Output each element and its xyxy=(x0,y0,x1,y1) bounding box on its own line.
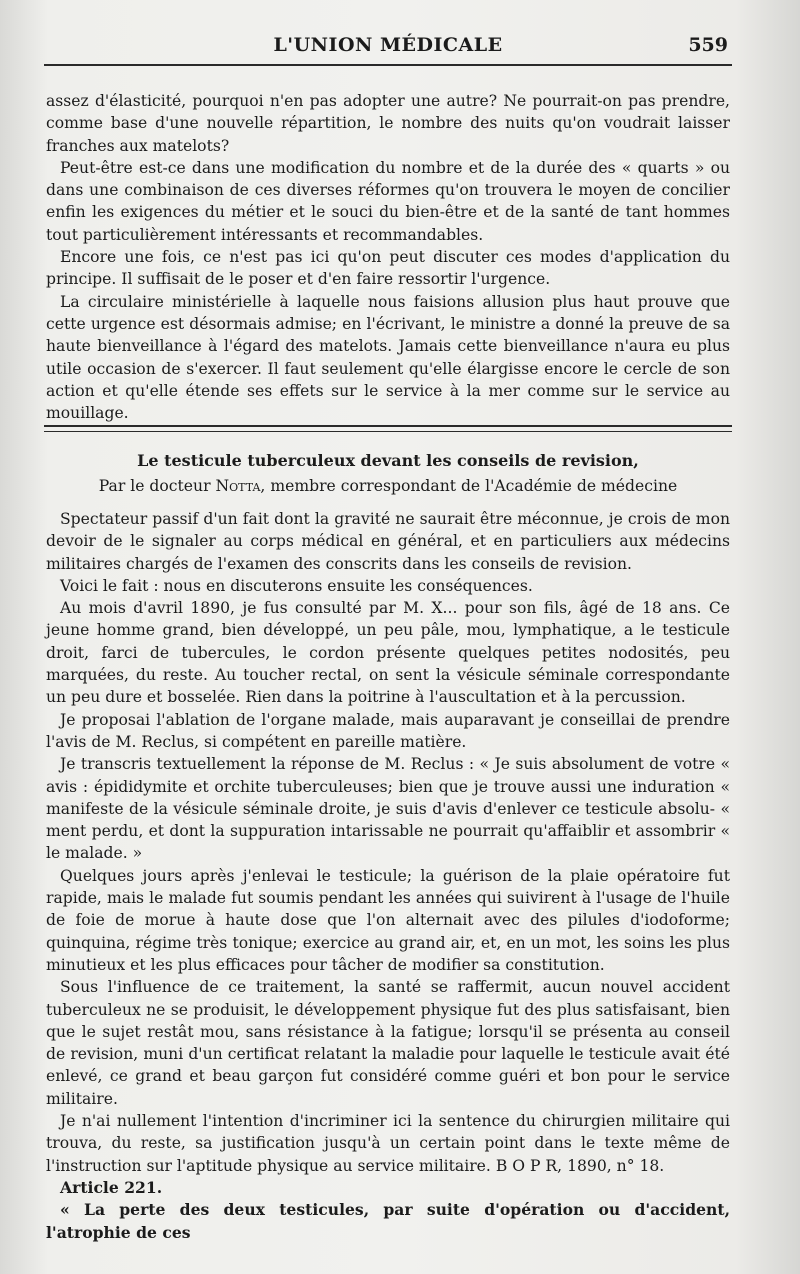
paragraph: Au mois d'avril 1890, je fus consulté par M. X... pour son fils, âgé de 18 ans. Ce jeune homme grand, bien développé, un peu pâle, mou, lymphatique, a le testicule droit, farci de tubercules, le cordon présente quelques petites nodosités, peu marquées, du reste. Au toucher rectal, on sent la vésicule séminale correspondante un peu dure et bosselée. Rien dans la poitrine à l'auscultation et à la percussion. xyxy=(46,599,730,707)
byline-suffix: membre correspondant de l'Académie de médecine xyxy=(270,477,678,495)
paragraph: Spectateur passif d'un fait dont la gravité ne saurait être méconnue, je crois de mon devoir de le signaler au corps médical en général, et en particuliers aux médecins militaires chargés de l'examen des conscrits dans les conseils de revision. xyxy=(46,510,730,573)
paragraph: assez d'élasticité, pourquoi n'en pas adopter une autre? Ne pourrait-on pas prendre, comme base d'une nouvelle répartition, le nombre des nuits qu'on voudrait laisser franches aux matelots? xyxy=(46,92,730,155)
page-number: 559 xyxy=(688,34,728,56)
paragraph: Encore une fois, ce n'est pas ici qu'on peut discuter ces modes d'application du principe. Il suffisait de le poser et d'en faire ressortir l'urgence. xyxy=(46,248,730,289)
article-body xyxy=(46,508,730,1244)
paragraph: Voici le fait : nous en discuterons ensuite les conséquences. xyxy=(60,576,533,595)
article-byline xyxy=(46,477,730,495)
section-divider-top xyxy=(44,425,732,427)
page-header xyxy=(48,30,728,60)
quoted-article-text: « La perte des deux testicules, par suite d'opération ou d'accident, l'atrophie de ces xyxy=(46,1200,730,1242)
article-reference: Article 221. xyxy=(60,1177,163,1197)
paragraph: Sous l'influence de ce traitement, la santé se raffermit, aucun nouvel accident tuberculeux ne se produisit, le développement physique fut des plus satisfaisant, bien que le sujet restât mou, sans résistance à la fatigue; lorsqu'il se présenta au conseil de revision, muni d'un certificat relatant la maladie pour laquelle le testicule avait été enlevé, ce grand et beau garçon fut considéré comme guéri et bon pour le service militaire. xyxy=(46,978,730,1108)
paragraph: Je proposai l'ablation de l'organe malade, mais auparavant je conseillai de prendre l'avis de M. Reclus, si compétent en pareille matière. xyxy=(46,710,730,751)
section-continuation xyxy=(46,90,730,424)
paragraph: Quelques jours après j'enlevai le testicule; la guérison de la plaie opératoire fut rapide, mais le malade fut soumis pendant les années qui suivirent à l'usage de l'huile de foie de morue à haute dose que l'on alternait avec des pilules d'iodoforme; quinquina, régime très tonique; exercice au grand air, et, en un mot, les soins les plus minutieux et les plus efficaces pour tâcher de modifier sa constitution. xyxy=(46,866,730,974)
paragraph: La circulaire ministérielle à laquelle nous faisions allusion plus haut prouve que cette urgence est désormais admise; en l'écrivant, le ministre a donné la preuve de sa haute bienveillance à l'égard des matelots. Jamais cette bienveillance n'aura eu plus utile occasion de s'exercer. Il faut seulement qu'elle élargisse encore le cercle de son action et qu'elle étende ses effets sur le service à la mer comme sur le service au mouillage. xyxy=(46,292,730,423)
byline-prefix: Par le docteur xyxy=(98,477,211,495)
paragraph: Peut-être est-ce dans une modification du nombre et de la durée des « quarts » ou dans une combinaison de ces diverses réformes qu'on trouvera le moyen de concilier enfin les exigences du métier et le souci du bien-être et de la santé de tant hommes tout particulièrement intéressants et recommandables. xyxy=(46,158,730,244)
running-title: L'UNION MÉDICALE xyxy=(273,34,503,56)
header-rule xyxy=(44,64,732,66)
section-divider-bottom xyxy=(44,431,732,432)
author-name: Notta, xyxy=(215,477,266,495)
paragraph: Je transcris textuellement la réponse de M. Reclus : « Je suis absolument de votre « avis : épididymite et orchite tuberculeuses; bien que je trouve aussi une induration « manifeste de la vésicule séminale droite, je suis d'avis d'enlever ce testicule absolu- « ment perdu, et dont la suppuration intarissable ne pourrait qu'affaiblir et assombrir « le malade. » xyxy=(46,755,730,863)
article-title: Le testicule tuberculeux devant les conseils de revision, xyxy=(137,451,639,470)
paragraph: Je n'ai nullement l'intention d'incriminer ici la sentence du chirurgien militaire qui trouva, du reste, sa justification jusqu'à un certain point dans le texte même de l'instruction sur l'aptitude physique au service militaire. B O P R, 1890, n° 18. xyxy=(46,1112,730,1175)
